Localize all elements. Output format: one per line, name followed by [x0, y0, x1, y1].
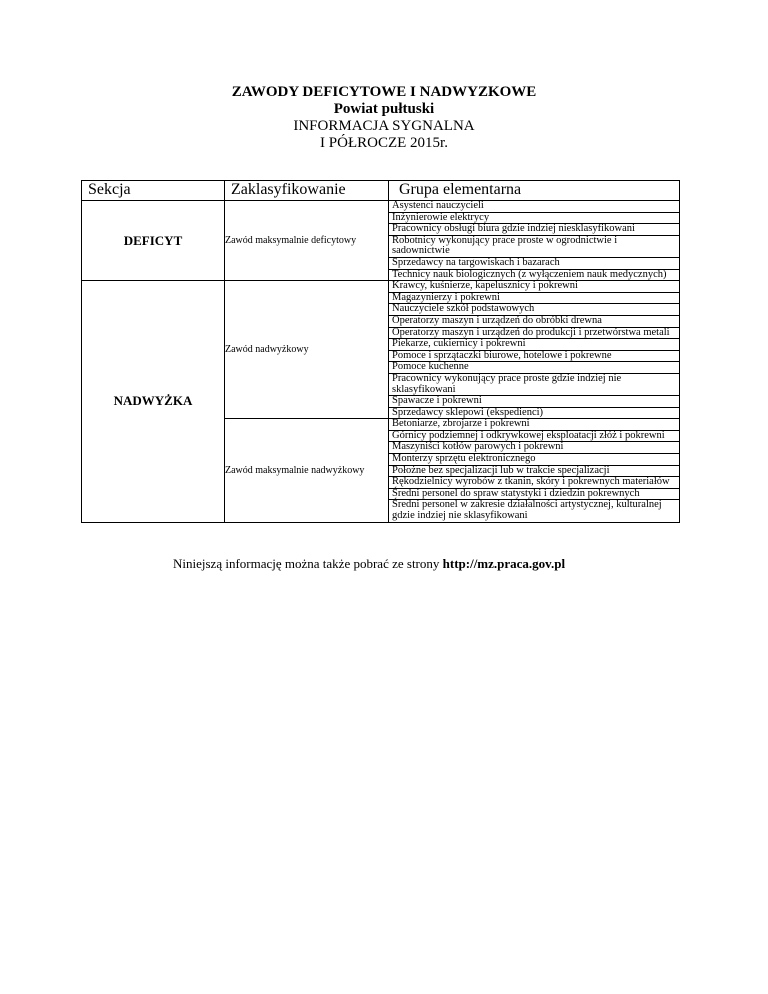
document-info: INFORMACJA SYGNALNA — [293, 118, 475, 134]
group-item: Magazynierzy i pokrewni — [389, 293, 679, 305]
group-list — [389, 419, 679, 521]
group-item: Betoniarze, zbrojarze i pokrewni — [389, 419, 679, 431]
group-cell — [389, 419, 680, 522]
group-item: Średni personel do spraw statystyki i dziedzin pokrewnych — [389, 489, 679, 501]
group-item: Pomoce i sprzątaczki biurowe, hotelowe i pokrewne — [389, 351, 679, 363]
group-item: Pracownicy wykonujący prace proste gdzie indziej nie sklasyfikowani — [389, 374, 679, 396]
column-header-sekcja: Sekcja — [82, 181, 225, 201]
group-cell — [389, 281, 680, 419]
classification-label: Zawód nadwyżkowy — [225, 281, 389, 419]
group-item: Sprzedawcy na targowiskach i bazarach — [389, 258, 679, 270]
column-header-zaklasyfikowanie: Zaklasyfikowanie — [225, 181, 389, 201]
group-item: Asystenci nauczycieli — [389, 201, 679, 213]
group-item: Górnicy podziemnej i odkrywkowej eksploatacji złóż i pokrewni — [389, 431, 679, 443]
table-row — [82, 281, 680, 419]
document-header — [0, 84, 768, 152]
group-item: Pomoce kuchenne — [389, 362, 679, 374]
group-item: Monterzy sprzętu elektronicznego — [389, 454, 679, 466]
occupations-table — [81, 180, 680, 523]
group-item: Maszyniści kotłów parowych i pokrewni — [389, 442, 679, 454]
group-list — [389, 201, 679, 280]
classification-label: Zawód maksymalnie deficytowy — [225, 201, 389, 281]
document-subtitle: Powiat pułtuski — [333, 101, 435, 117]
group-item: Pracownicy obsługi biura gdzie indziej niesklasyfikowani — [389, 224, 679, 236]
table-header-row — [82, 181, 680, 201]
group-list — [389, 281, 679, 418]
classification-label: Zawód maksymalnie nadwyżkowy — [225, 419, 389, 522]
group-item: Rękodzielnicy wyrobów z tkanin, skóry i pokrewnych materiałów — [389, 477, 679, 489]
group-item: Technicy nauk biologicznych (z wyłączeniem nauk medycznych) — [392, 268, 667, 280]
group-item: Krawcy, kuśnierze, kapelusznicy i pokrewni — [389, 281, 679, 293]
group-cell — [389, 201, 680, 281]
section-label: NADWYŻKA — [82, 281, 225, 522]
group-item: Inżynierowie elektrycy — [389, 213, 679, 225]
group-item: Nauczyciele szkół podstawowych — [389, 304, 679, 316]
section-label: DEFICYT — [82, 201, 225, 281]
column-header-grupa: Grupa elementarna — [389, 181, 680, 201]
group-item: Piekarze, cukiernicy i pokrewni — [389, 339, 679, 351]
document-period: I PÓŁROCZE 2015r. — [320, 135, 448, 151]
group-item: Operatorzy maszyn i urządzeń do obróbki drewna — [389, 316, 679, 328]
group-item: Średni personel w zakresie działalności artystycznej, kulturalnej gdzie indziej nie sklasyfikowani — [392, 499, 662, 522]
group-item: Robotnicy wykonujący prace proste w ogrodnictwie i sadownictwie — [389, 236, 679, 258]
table-row — [82, 201, 680, 281]
document-title: ZAWODY DEFICYTOWE I NADWYZKOWE — [231, 84, 537, 100]
group-item: Położne bez specjalizacji lub w trakcie specjalizacji — [389, 466, 679, 478]
group-item: Sprzedawcy sklepowi (ekspedienci) — [392, 406, 544, 418]
footer-text: Niniejszą informację można także pobrać ze strony — [173, 556, 443, 571]
footer-link[interactable]: http://mz.praca.gov.pl — [442, 556, 566, 571]
table-body — [82, 201, 680, 523]
group-item: Operatorzy maszyn i urządzeń do produkcji i przetwórstwa metali — [389, 328, 679, 340]
footer-note — [173, 556, 565, 572]
group-item: Spawacze i pokrewni — [389, 396, 679, 408]
